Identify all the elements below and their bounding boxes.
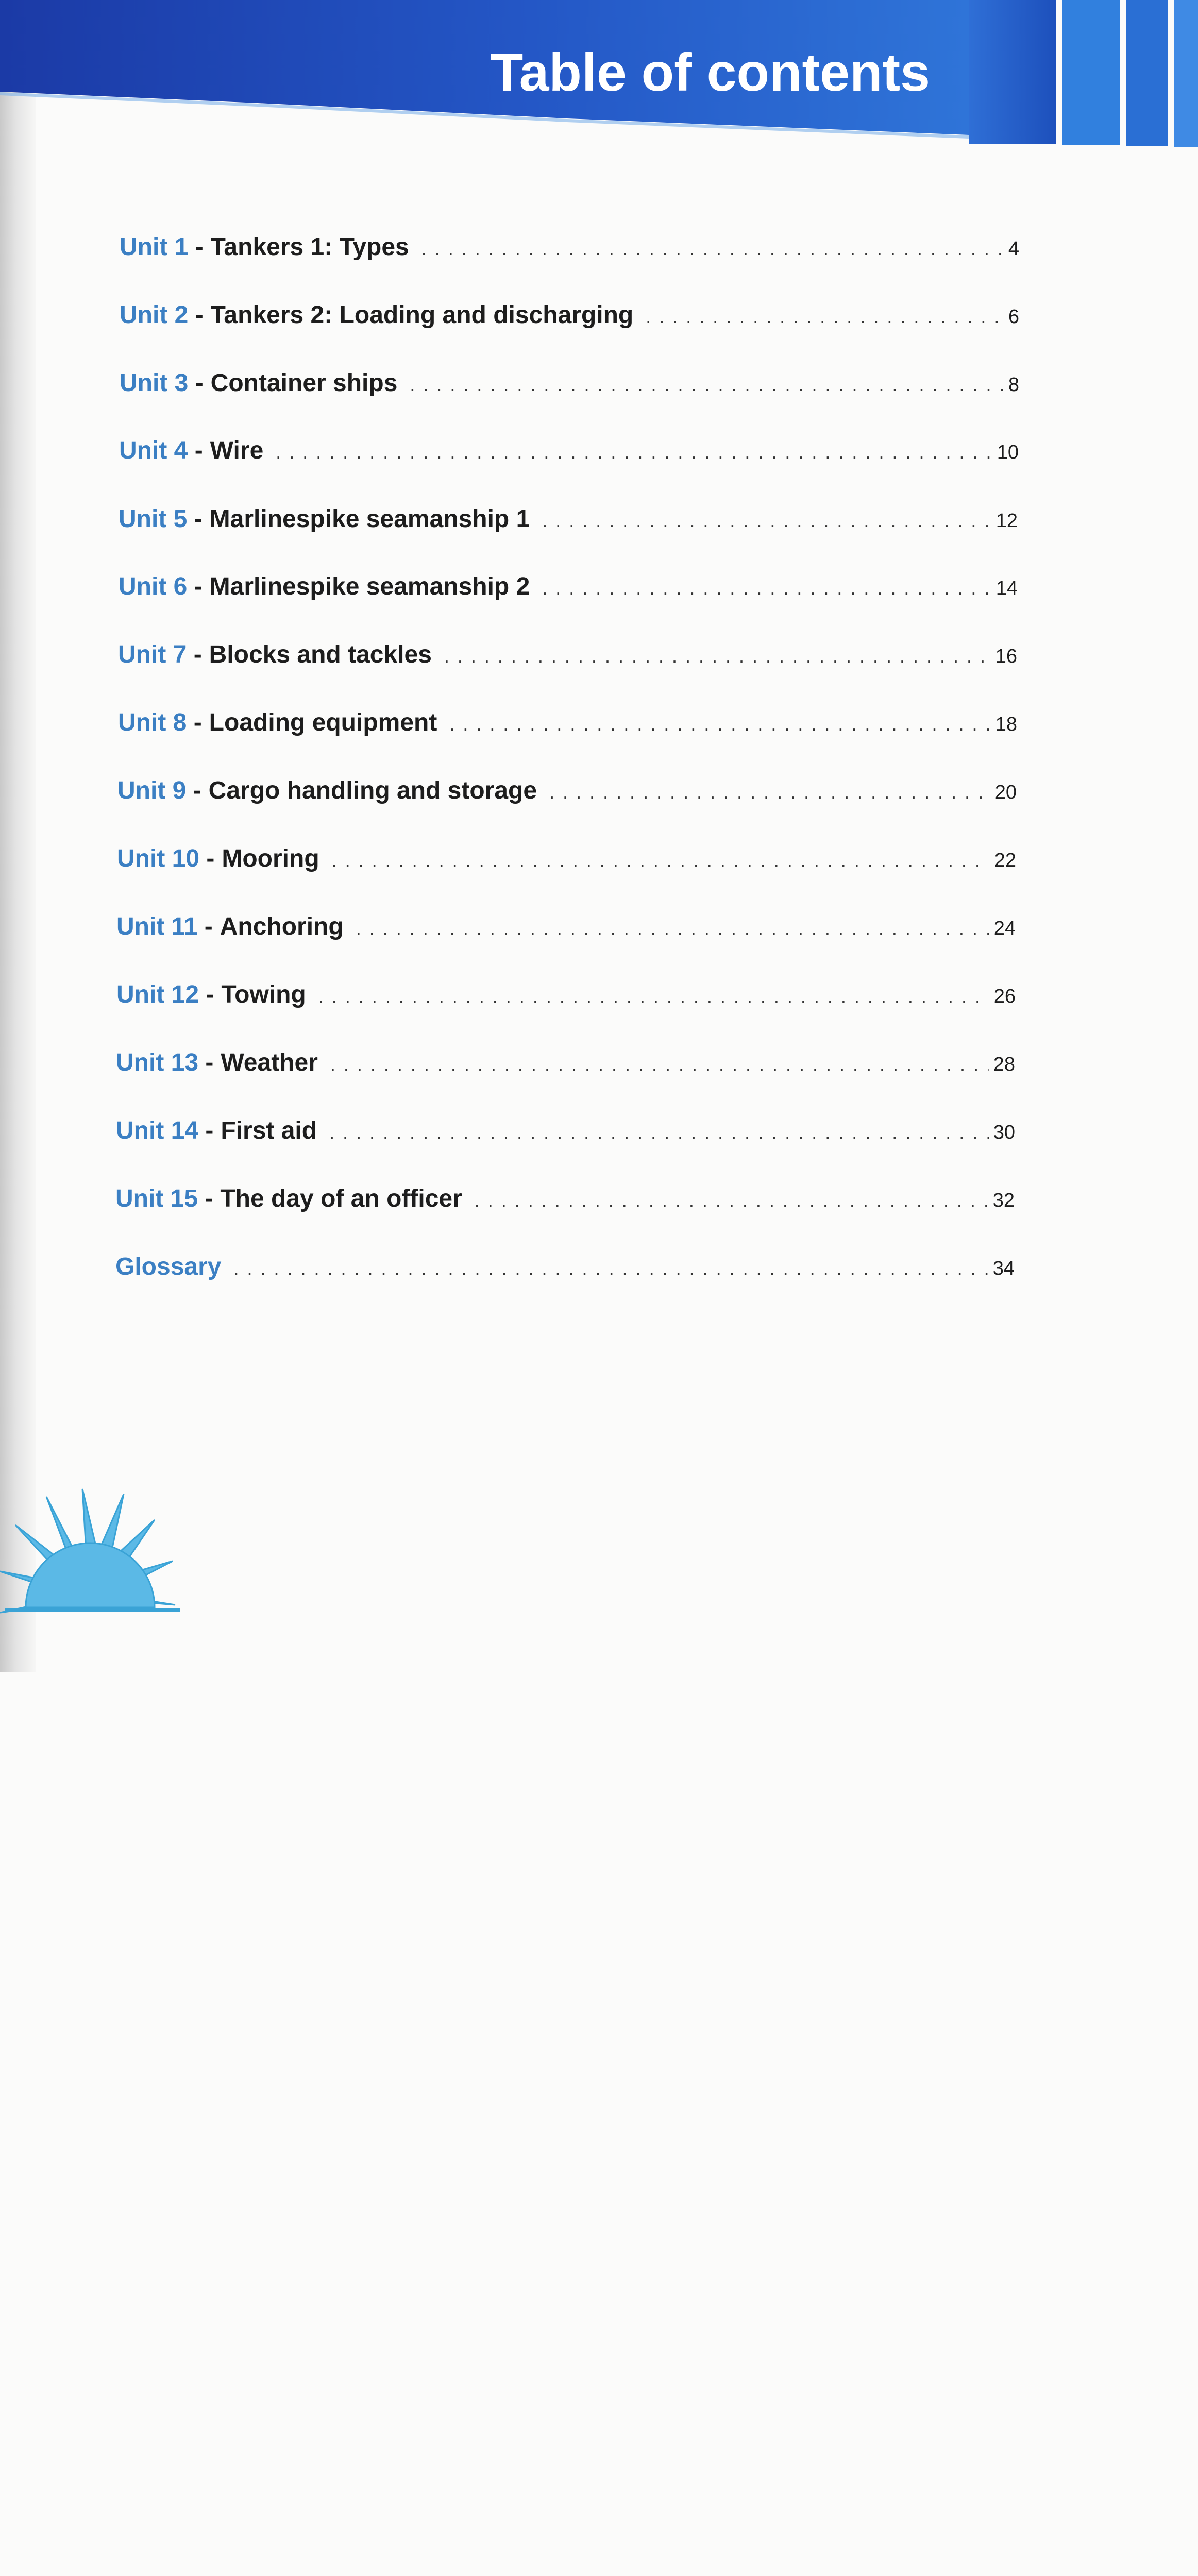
unit-title: Cargo handling and storage [208, 777, 537, 804]
page-title: Table of contents [490, 43, 930, 103]
unit-label: Unit 6 [119, 573, 188, 600]
unit-title: Marlinespike seamanship 2 [209, 573, 530, 600]
separator: - [195, 233, 204, 261]
unit-label: Unit 4 [119, 437, 188, 464]
dot-leader [646, 306, 1004, 328]
dot-leader [276, 442, 992, 463]
separator: - [193, 709, 202, 736]
toc-entry-unit-10[interactable] [117, 844, 1016, 873]
separator: - [205, 1185, 213, 1212]
page-number: 20 [994, 782, 1017, 803]
page-number: 16 [995, 646, 1017, 667]
page-number: 26 [993, 986, 1016, 1007]
page-number: 8 [1008, 374, 1019, 396]
dot-leader [329, 1122, 989, 1143]
page-number: 12 [995, 510, 1018, 532]
separator: - [194, 437, 203, 464]
page-number: 34 [992, 1258, 1015, 1279]
toc-entry-unit-14[interactable] [116, 1116, 1015, 1145]
unit-title: Container ships [210, 369, 398, 397]
page-number: 28 [993, 1054, 1015, 1075]
page-number: 24 [993, 918, 1016, 939]
page-number: 10 [997, 442, 1019, 463]
dot-leader [356, 918, 990, 939]
toc-entry-unit-3[interactable] [120, 369, 1019, 397]
toc-entry-unit-9[interactable] [117, 776, 1017, 805]
sun-icon [0, 1479, 185, 1672]
watermark [0, 1479, 1198, 1672]
dot-leader [542, 578, 991, 599]
glossary-label: Glossary [115, 1253, 222, 1280]
dot-leader [475, 1190, 989, 1211]
unit-title: Towing [221, 981, 306, 1008]
separator: - [205, 1049, 214, 1076]
toc-entry-unit-2[interactable] [120, 301, 1019, 329]
page-number: 18 [995, 714, 1017, 735]
unit-label: Unit 11 [116, 913, 198, 940]
unit-title: First aid [221, 1117, 317, 1144]
unit-label: Unit 15 [115, 1185, 198, 1212]
dot-leader [421, 238, 1004, 260]
separator: - [193, 641, 202, 668]
unit-title: Tankers 2: Loading and discharging [210, 301, 634, 329]
unit-label: Unit 2 [120, 301, 189, 329]
unit-title: Marlinespike seamanship 1 [209, 505, 530, 533]
toc-entry-unit-13[interactable] [116, 1048, 1015, 1077]
separator: - [195, 369, 204, 397]
unit-label: Unit 1 [120, 233, 189, 261]
separator: - [195, 301, 204, 329]
unit-title: Mooring [222, 845, 319, 872]
toc-entry-unit-12[interactable] [116, 980, 1016, 1009]
toc-entry-unit-11[interactable] [116, 912, 1016, 941]
unit-label: Unit 14 [116, 1117, 199, 1144]
separator: - [193, 777, 201, 804]
separator: - [206, 981, 214, 1008]
toc-entry-glossary[interactable] [115, 1252, 1015, 1281]
page-number: 4 [1008, 238, 1019, 260]
unit-title: Tankers 1: Types [210, 233, 409, 261]
unit-label: Unit 5 [119, 505, 188, 533]
unit-label: Unit 12 [116, 981, 199, 1008]
toc-entry-unit-6[interactable] [119, 572, 1018, 601]
unit-title: Weather [221, 1049, 318, 1076]
dot-leader [318, 986, 990, 1007]
dot-leader [542, 510, 991, 532]
unit-label: Unit 13 [116, 1049, 199, 1076]
dot-leader [549, 782, 991, 803]
unit-title: Blocks and tackles [209, 641, 432, 668]
toc-entry-unit-15[interactable] [115, 1184, 1015, 1213]
toc-entry-unit-4[interactable] [119, 436, 1019, 465]
toc-entry-unit-1[interactable] [120, 233, 1019, 261]
toc-entry-unit-5[interactable] [119, 505, 1018, 533]
unit-label: Unit 3 [120, 369, 189, 397]
page-number: 32 [992, 1190, 1015, 1211]
page-number: 22 [994, 850, 1016, 871]
separator: - [194, 505, 203, 533]
page-number: 14 [995, 578, 1018, 599]
dot-leader [449, 714, 991, 735]
toc-entry-unit-8[interactable] [118, 708, 1017, 737]
dot-leader [233, 1258, 988, 1279]
dot-leader [410, 374, 1004, 396]
separator: - [194, 573, 203, 600]
dot-leader [330, 1054, 989, 1075]
dot-leader [332, 850, 990, 871]
page-number: 30 [993, 1122, 1015, 1143]
separator: - [205, 1117, 214, 1144]
unit-title: Anchoring [220, 913, 344, 940]
unit-title: Wire [210, 437, 264, 464]
dot-leader [444, 646, 991, 667]
unit-label: Unit 9 [117, 777, 187, 804]
unit-title: The day of an officer [220, 1185, 462, 1212]
page-number: 6 [1008, 306, 1019, 328]
separator: - [206, 845, 215, 872]
separator: - [204, 913, 213, 940]
toc-entry-unit-7[interactable] [118, 640, 1017, 669]
unit-title: Loading equipment [209, 709, 437, 736]
unit-label: Unit 10 [117, 845, 200, 872]
unit-label: Unit 7 [118, 641, 187, 668]
unit-label: Unit 8 [118, 709, 187, 736]
